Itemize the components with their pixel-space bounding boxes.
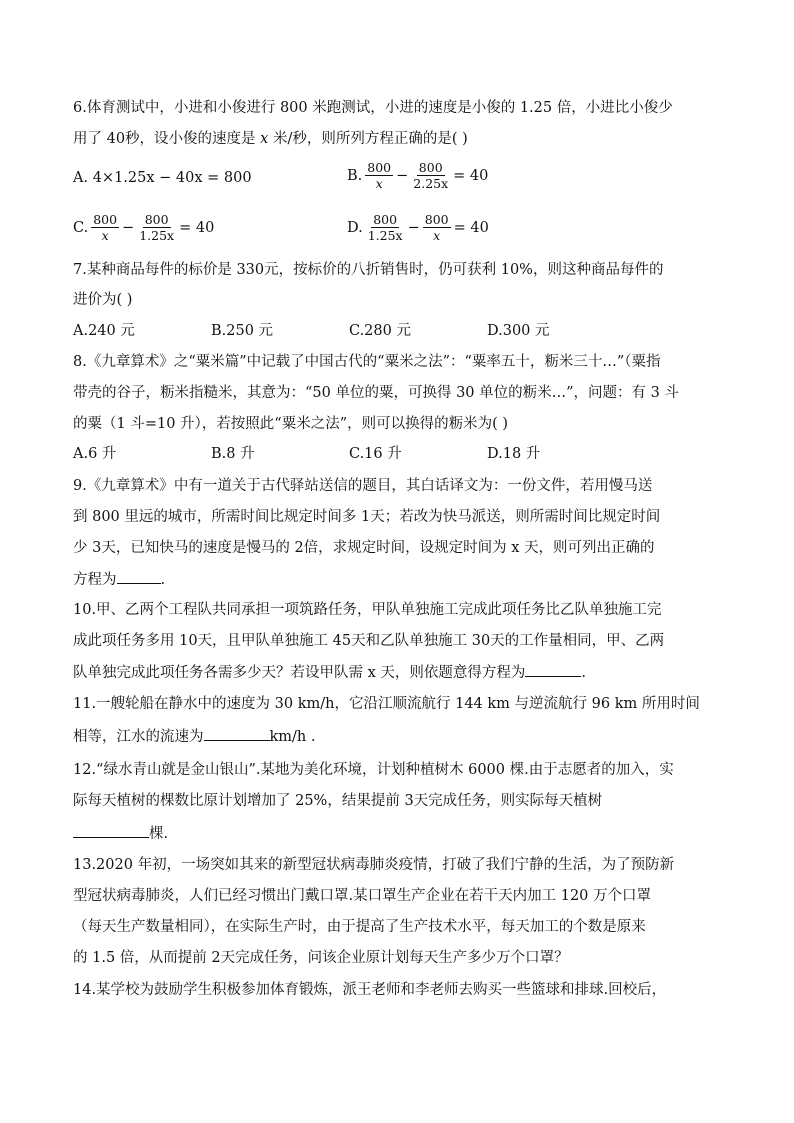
q9-line3: 少 3天，已知快马的速度是慢马的 2倍，求规定时间，设规定时间为 x 天，则可列出正确的	[73, 540, 655, 556]
option-label: D.	[347, 219, 363, 236]
q10-line2: 成此项任务多用 10天，且甲队单独施工 45天和乙队单独施工 30天的工作量相同，甲、乙两	[73, 633, 665, 649]
q13-line2: 型冠状病毒肺炎，人们已经习惯出门戴口罩.某口罩生产企业在若干天内加工 120 万个口罩	[73, 888, 651, 904]
answer-blank	[73, 823, 149, 838]
fraction: $\frac{800}{x}$	[424, 212, 449, 243]
q6-option-d: D. $\frac{800}{1.25x}$ − $\frac{800}{x}$ = 40	[347, 212, 489, 243]
fraction: $\frac{800}{x}$	[93, 212, 118, 243]
q12-line2: 际每天植树的棵数比原计划增加了 25%，结果提前 3天完成任务，则实际每天植树	[73, 793, 603, 809]
q9-line1: 9.《九章算术》中有一道关于古代驿站送信的题目，其白话译文为：一份文件，若用慢马送	[73, 478, 653, 494]
fraction: $\frac{800}{1.25x}$	[367, 212, 403, 243]
q7-line1: 7.某种商品每件的标价是 330元，按标价的八折销售时，仍可获利 10%，则这种商品每件的	[73, 262, 664, 278]
q6-var-x: x	[260, 131, 269, 147]
answer-blank	[117, 569, 161, 584]
q13-line1: 13.2020 年初，一场突如其来的新型冠状病毒肺炎疫情，打破了我们宁静的生活，为了预防新	[73, 857, 675, 873]
q6-line2	[73, 129, 468, 149]
q13-line3: （每天生产数量相同），在实际生产时，由于提高了生产技术水平，每天加工的个数是原来	[73, 919, 646, 935]
q6-option-b: B. $\frac{800}{x}$ − $\frac{800}{2.25x}$ = 40	[347, 160, 489, 191]
q8-option-b: B.8 升	[211, 446, 255, 462]
q7-option-c: C.280 元	[349, 323, 411, 339]
q8-line3: 的粟（1 斗=10 升），若按照此“粟米之法”，则可以换得的粝米为( )	[73, 416, 509, 432]
q11-line2: 相等，江水的流速为 km/h .	[73, 726, 315, 747]
q12-line3: 棵.	[73, 823, 168, 844]
q7-line2: 进价为( )	[73, 292, 133, 308]
q6-option-c: C. $\frac{800}{x}$ − $\frac{800}{1.25x}$ = 40	[73, 212, 215, 243]
q11-line1: 11.一艘轮船在静水中的速度为 30 km/h，它沿江顺流航行 144 km 与逆流航行 96 km 所用时间	[73, 696, 700, 712]
q6-line1: 6.体育测试中，小进和小俊进行 800 米跑测试，小进的速度是小俊的 1.25 倍，小进比小俊少	[73, 100, 673, 116]
q10-line3: 队单独完成此项任务各需多少天？若设甲队需 x 天，则依题意得方程为 .	[73, 662, 586, 683]
q13-line4: 的 1.5 倍，从而提前 2天完成任务，问该企业原计划每天生产多少万个口罩？	[73, 950, 569, 966]
q6-line2-b: 米/秒，则所列方程正确的是( )	[272, 131, 468, 147]
q8-option-c: C.16 升	[349, 446, 402, 462]
q12-line1: 12.“绿水青山就是金山银山”.某地为美化环境，计划种植树木 6000 棵.由于志愿者的加入，实	[73, 762, 674, 778]
answer-blank	[525, 662, 581, 677]
fraction: $\frac{800}{2.25x}$	[413, 160, 449, 191]
q7-option-b: B.250 元	[211, 323, 274, 339]
q14-line1: 14.某学校为鼓励学生积极参加体育锻炼，派王老师和李老师去购买一些篮球和排球.回校后，	[73, 982, 667, 998]
q7-option-d: D.300 元	[487, 323, 550, 339]
q7-option-a: A.240 元	[73, 323, 135, 339]
q9-line2: 到 800 里远的城市，所需时间比规定时间多 1天；若改为快马派送，则所需时间比规定时间	[73, 509, 661, 525]
q10-line1: 10.甲、乙两个工程队共同承担一项筑路任务，甲队单独施工完成此项任务比乙队单独施工完	[73, 602, 662, 618]
fraction: $\frac{800}{1.25x}$	[139, 212, 175, 243]
q6-option-a: A. 4×1.25x − 40x = 800	[73, 170, 252, 186]
q8-line2: 带壳的谷子，粝米指糙米，其意为：“50 单位的粟，可换得 30 单位的粝米…”，问题：有 3 斗	[73, 385, 679, 401]
q9-line4: 方程为 .	[73, 569, 165, 590]
answer-blank	[204, 726, 270, 741]
q8-option-a: A.6 升	[73, 446, 117, 462]
option-label: C.	[73, 219, 89, 236]
q6-line2-a: 用了 40秒，设小俊的速度是	[73, 131, 256, 147]
q8-option-d: D.18 升	[487, 446, 541, 462]
q8-line1: 8.《九章算术》之“粟米篇”中记载了中国古代的“粟米之法”：“粟率五十，粝米三十…”（粟指	[73, 354, 661, 370]
fraction: $\frac{800}{x}$	[367, 160, 392, 191]
option-label: B.	[347, 167, 363, 184]
